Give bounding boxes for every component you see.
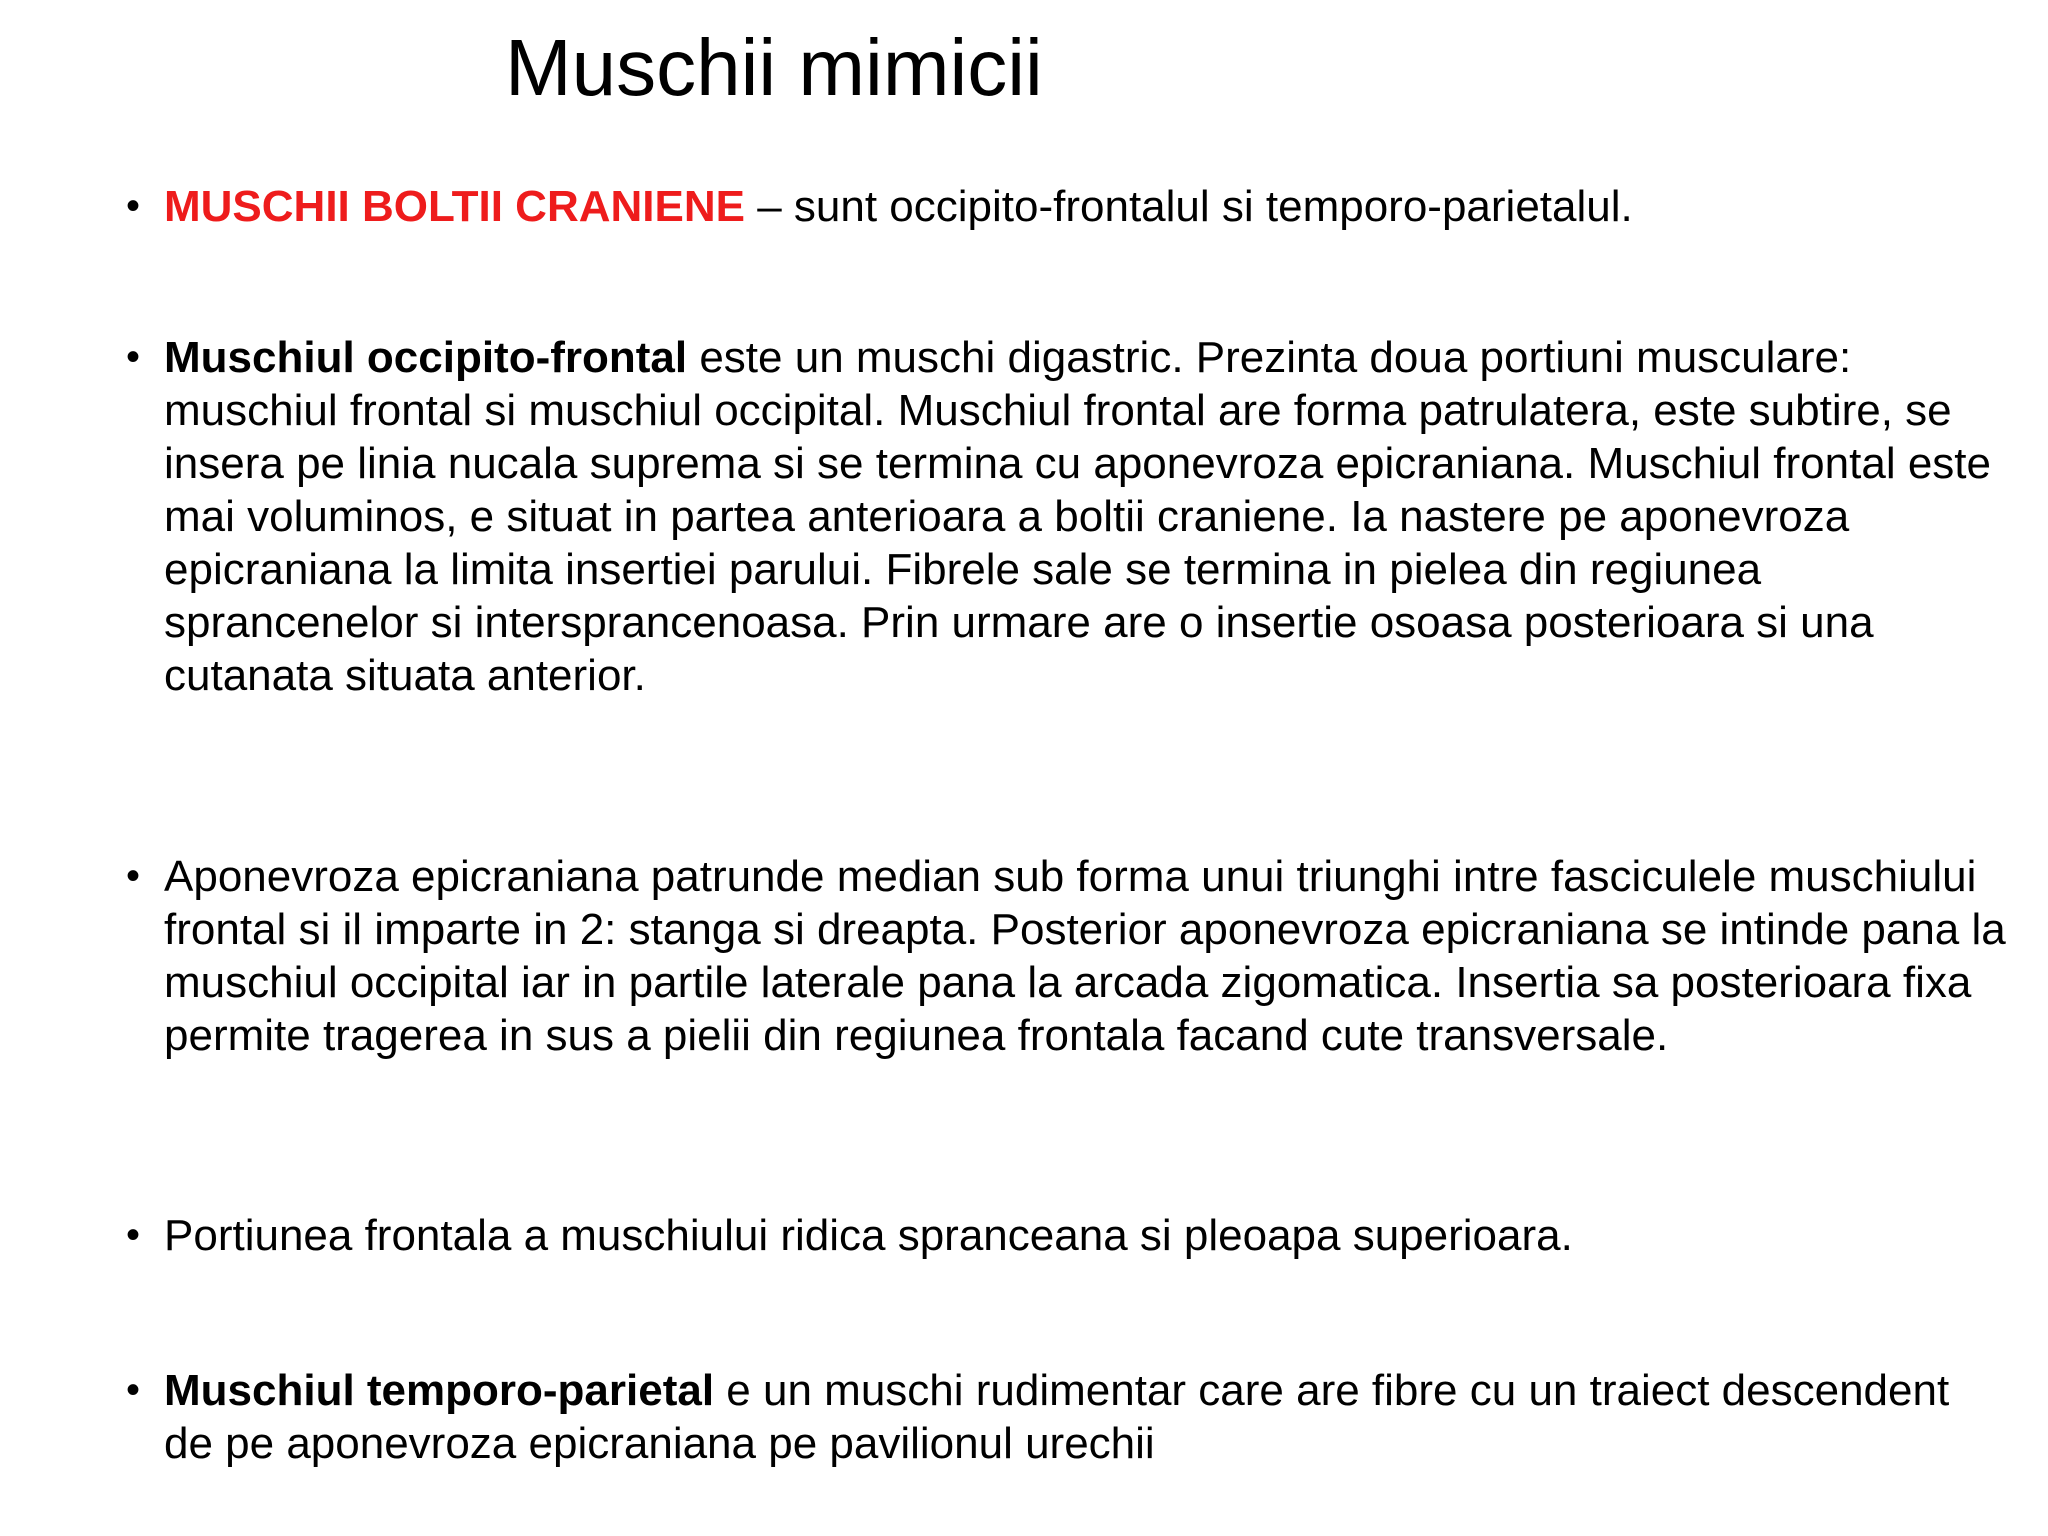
bullet-heading-bold: Muschiul temporo-parietal (164, 1366, 715, 1415)
bullet-item (126, 1364, 2006, 1470)
bullet-dot-icon: • (126, 854, 141, 898)
bullet-dot-icon: • (126, 1213, 141, 1257)
bullet-item (126, 850, 2006, 1062)
bullet-text (164, 180, 2006, 233)
bullet-body: – sunt occipito-frontalul si temporo-parietalul. (744, 182, 1633, 231)
bullet-body: Portiunea frontala a muschiului ridica spranceana si pleoapa superioara. (164, 1211, 1573, 1260)
bullet-text (164, 1209, 2006, 1262)
bullet-item (126, 331, 2006, 702)
bullet-heading-bold: Muschiul occipito-frontal (164, 333, 688, 382)
bullet-heading-red: MUSCHII BOLTII CRANIENE (164, 182, 745, 231)
bullet-text (164, 1364, 2006, 1470)
bullet-dot-icon: • (126, 335, 141, 379)
bullet-dot-icon: • (126, 1368, 141, 1412)
bullet-body: este un muschi digastric. Prezinta doua portiuni musculare: muschiul frontal si muschiul occipital. Muschiul frontal are forma patrulatera, este subtire, se insera pe linia nucala suprema si se termina cu aponevroza epicraniana. Muschiul frontal este mai voluminos, e situat in partea anterioara a boltii craniene. Ia nastere pe aponevroza epicraniana la limita insertiei parului. Fibrele sale se termina in pielea din regiunea sprancenelor si intersprancenoasa. Prin urmare are o insertie osoasa posterioara si una cutanata situata anterior. (164, 333, 1991, 700)
bullet-item (126, 1209, 2006, 1262)
bullet-dot-icon: • (126, 184, 141, 228)
slide-title: Muschii mimicii (505, 23, 1043, 112)
bullet-item (126, 180, 2006, 233)
bullet-body: e un muschi rudimentar care are fibre cu un traiect descendent de pe aponevroza epicraniana pe pavilionul urechii (164, 1366, 1950, 1468)
bullet-body: Aponevroza epicraniana patrunde median sub forma unui triunghi intre fasciculele muschiului frontal si il imparte in 2: stanga si dreapta. Posterior aponevroza epicraniana se intinde pana la muschiul occipital iar in partile laterale pana la arcada zigomatica. Insertia sa posterioara fixa permite tragerea in sus a pielii din regiunea frontala facand cute transversale. (164, 852, 2006, 1060)
bullet-text (164, 850, 2006, 1062)
bullet-text (164, 331, 2006, 702)
